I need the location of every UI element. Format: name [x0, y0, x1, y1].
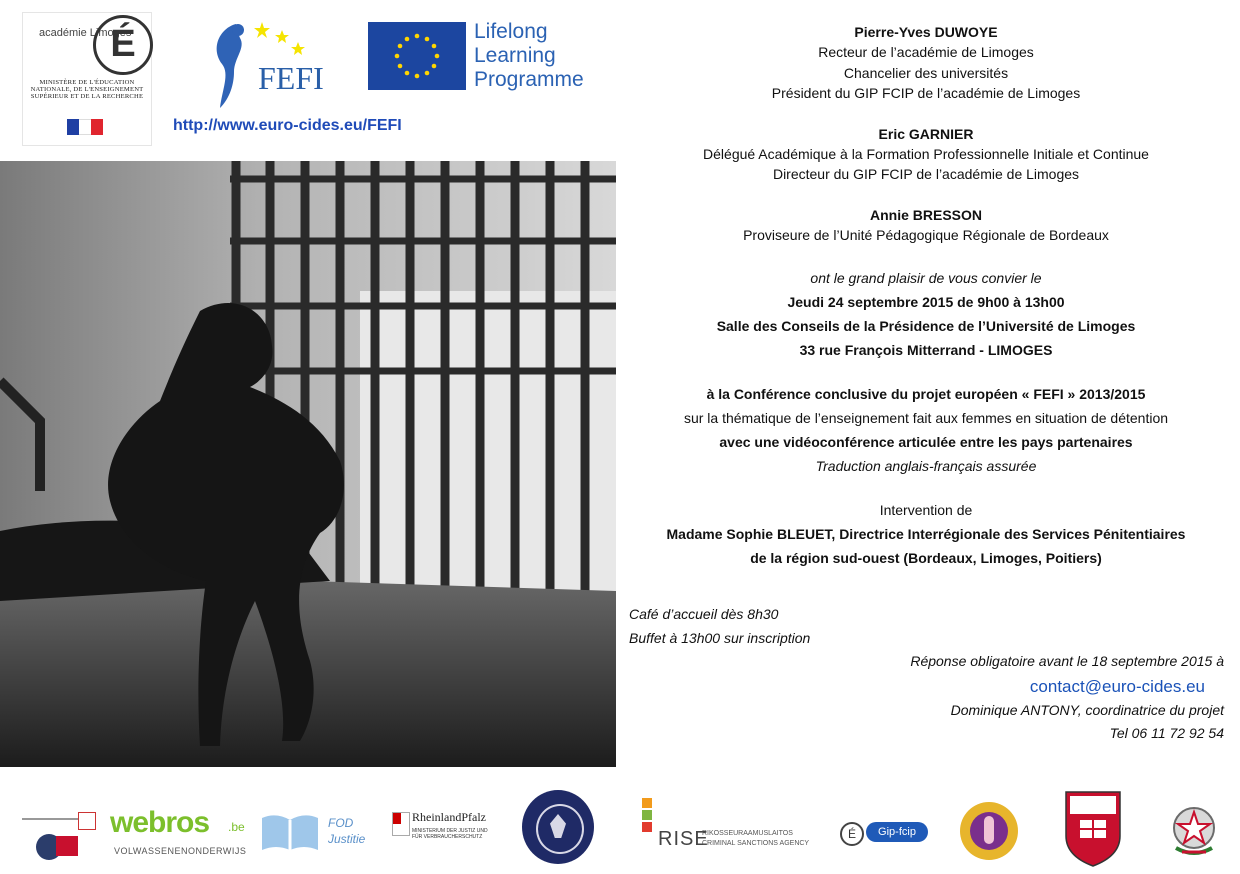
phone: Tel 06 11 72 92 54: [1109, 725, 1224, 741]
rise-text: RISE: [658, 828, 709, 850]
signatory-2-role: Délégué Académique à la Formation Professionnelle Initiale et Continue: [703, 146, 1149, 163]
signatory-3-role: Proviseure de l’Unité Pédagogique Régionale de Bordeaux: [743, 227, 1109, 244]
llp-text: [474, 20, 584, 92]
coat-of-arms-icon: [392, 812, 410, 836]
fefi-text: FEFI: [258, 60, 324, 96]
speaker-line-1: Madame Sophie BLEUET, Directrice Interrégionale des Services Pénitentiaires: [666, 525, 1186, 542]
cyprus-prisons-emblem: [522, 790, 594, 864]
eu-flag-icon: [368, 22, 466, 90]
llp-line-1: Lifelong: [474, 20, 548, 43]
open-book-icon: [260, 810, 320, 854]
llp-line-3: Programme: [474, 68, 584, 91]
coordinator: Dominique ANTONY, coordinatrice du projet: [950, 702, 1224, 718]
signatory-1-role: Président du GIP FCIP de l’académie de Limoges: [771, 85, 1081, 102]
gip-fcip-text: Gip-fcip: [866, 822, 928, 842]
academie-e-small-icon: É: [840, 822, 864, 846]
partner-logos: [0, 782, 1240, 874]
academie-e-icon: É: [93, 15, 153, 75]
gip-fcip-logo: [840, 820, 940, 850]
fefi-website-link[interactable]: http://www.euro-cides.eu/FEFI: [173, 117, 402, 134]
videoconference-line: avec une vidéoconférence articulée entre les pays partenaires: [719, 433, 1133, 450]
academie-limoges-logo: [22, 12, 152, 146]
rlp-text: RheinlandPfalz: [412, 810, 486, 824]
signatory-3-name: Annie BRESSON: [869, 206, 982, 223]
webros-text: webros: [110, 806, 210, 839]
conference-title: à la Conférence conclusive du projet européen « FEFI » 2013/2015: [706, 385, 1146, 402]
rise-subtitle-2: CRIMINAL SANCTIONS AGENCY: [702, 840, 810, 847]
signatory-1-name: Pierre-Yves DUWOYE: [854, 24, 998, 40]
rise-logo: [640, 798, 810, 858]
llp-line-2: Learning: [474, 44, 556, 67]
webros-logo: [110, 806, 250, 862]
academie-brand-text: académie Limoges: [39, 27, 132, 39]
event-date: Jeudi 24 septembre 2015 de 9h00 à 13h00: [787, 293, 1065, 310]
rsvp-block: [910, 650, 1224, 745]
french-flag-icon: [67, 119, 103, 135]
prison-photo: [0, 161, 616, 767]
signatory-2-role: Directeur du GIP FCIP de l’académie de Limoges: [772, 166, 1080, 183]
invitation-intro: ont le grand plaisir de vous convier le: [810, 269, 1042, 286]
contact-email-link[interactable]: contact@euro-cides.eu: [1029, 677, 1205, 696]
shield-icon: [1064, 790, 1122, 868]
star-emblem-icon: [1166, 800, 1222, 860]
fod-justitie-logo: [260, 810, 380, 858]
cafe-note: Café d’accueil dès 8h30: [629, 606, 779, 622]
signatory-1-role: Chancelier des universités: [843, 64, 1009, 81]
shield-coat-of-arms: [1064, 790, 1122, 868]
signatory-2-name: Eric GARNIER: [878, 125, 974, 142]
rheinland-pfalz-logo: [392, 808, 502, 858]
lifelong-learning-logo: [368, 22, 603, 96]
event-venue: Salle des Conseils de la Présidence de l’Université de Limoges: [716, 317, 1136, 334]
intervention-label: Intervention de: [879, 501, 973, 518]
webros-subtitle: VOLWASSENENONDERWIJS: [114, 846, 247, 856]
translation-line: Traduction anglais-français assurée: [815, 457, 1037, 474]
fod-line-1: FOD: [328, 816, 354, 830]
invitation-text-column: [620, 22, 1232, 570]
rise-subtitle-1: RIKOSSEURAAMUSLAITOS: [702, 830, 793, 837]
signatory-1-role: Recteur de l’académie de Limoges: [818, 44, 1034, 61]
event-address: 33 rue François Mitterrand - LIMOGES: [799, 341, 1053, 358]
jgu-mainz-logo: [22, 812, 97, 862]
speaker-line-2: de la région sud-ouest (Bordeaux, Limoges, Poitiers): [750, 549, 1102, 566]
conference-theme: sur la thématique de l’enseignement fait aux femmes en situation de détention: [683, 409, 1169, 426]
practical-notes: [629, 602, 810, 650]
italian-republic-emblem: [1166, 800, 1222, 860]
partner-round-emblem: [960, 802, 1018, 860]
fod-line-2: Justitie: [328, 832, 366, 846]
rlp-subtitle: MINISTERIUM DER JUSTIZ UND FÜR VERBRAUCHERSCHUTZ: [412, 828, 488, 840]
ministere-text: MINISTÈRE DE L'ÉDUCATION NATIONALE, DE L'ENSEIGNEMENT SUPÉRIEUR ET DE LA RECHERCHE: [30, 79, 144, 101]
rsvp-deadline: Réponse obligatoire avant le 18 septembre 2015 à: [910, 653, 1224, 669]
woman-in-prison-image: [0, 161, 616, 767]
buffet-note: Buffet à 13h00 sur inscription: [629, 630, 811, 646]
fefi-logo: [200, 18, 330, 114]
webros-tld: .be: [228, 820, 245, 834]
